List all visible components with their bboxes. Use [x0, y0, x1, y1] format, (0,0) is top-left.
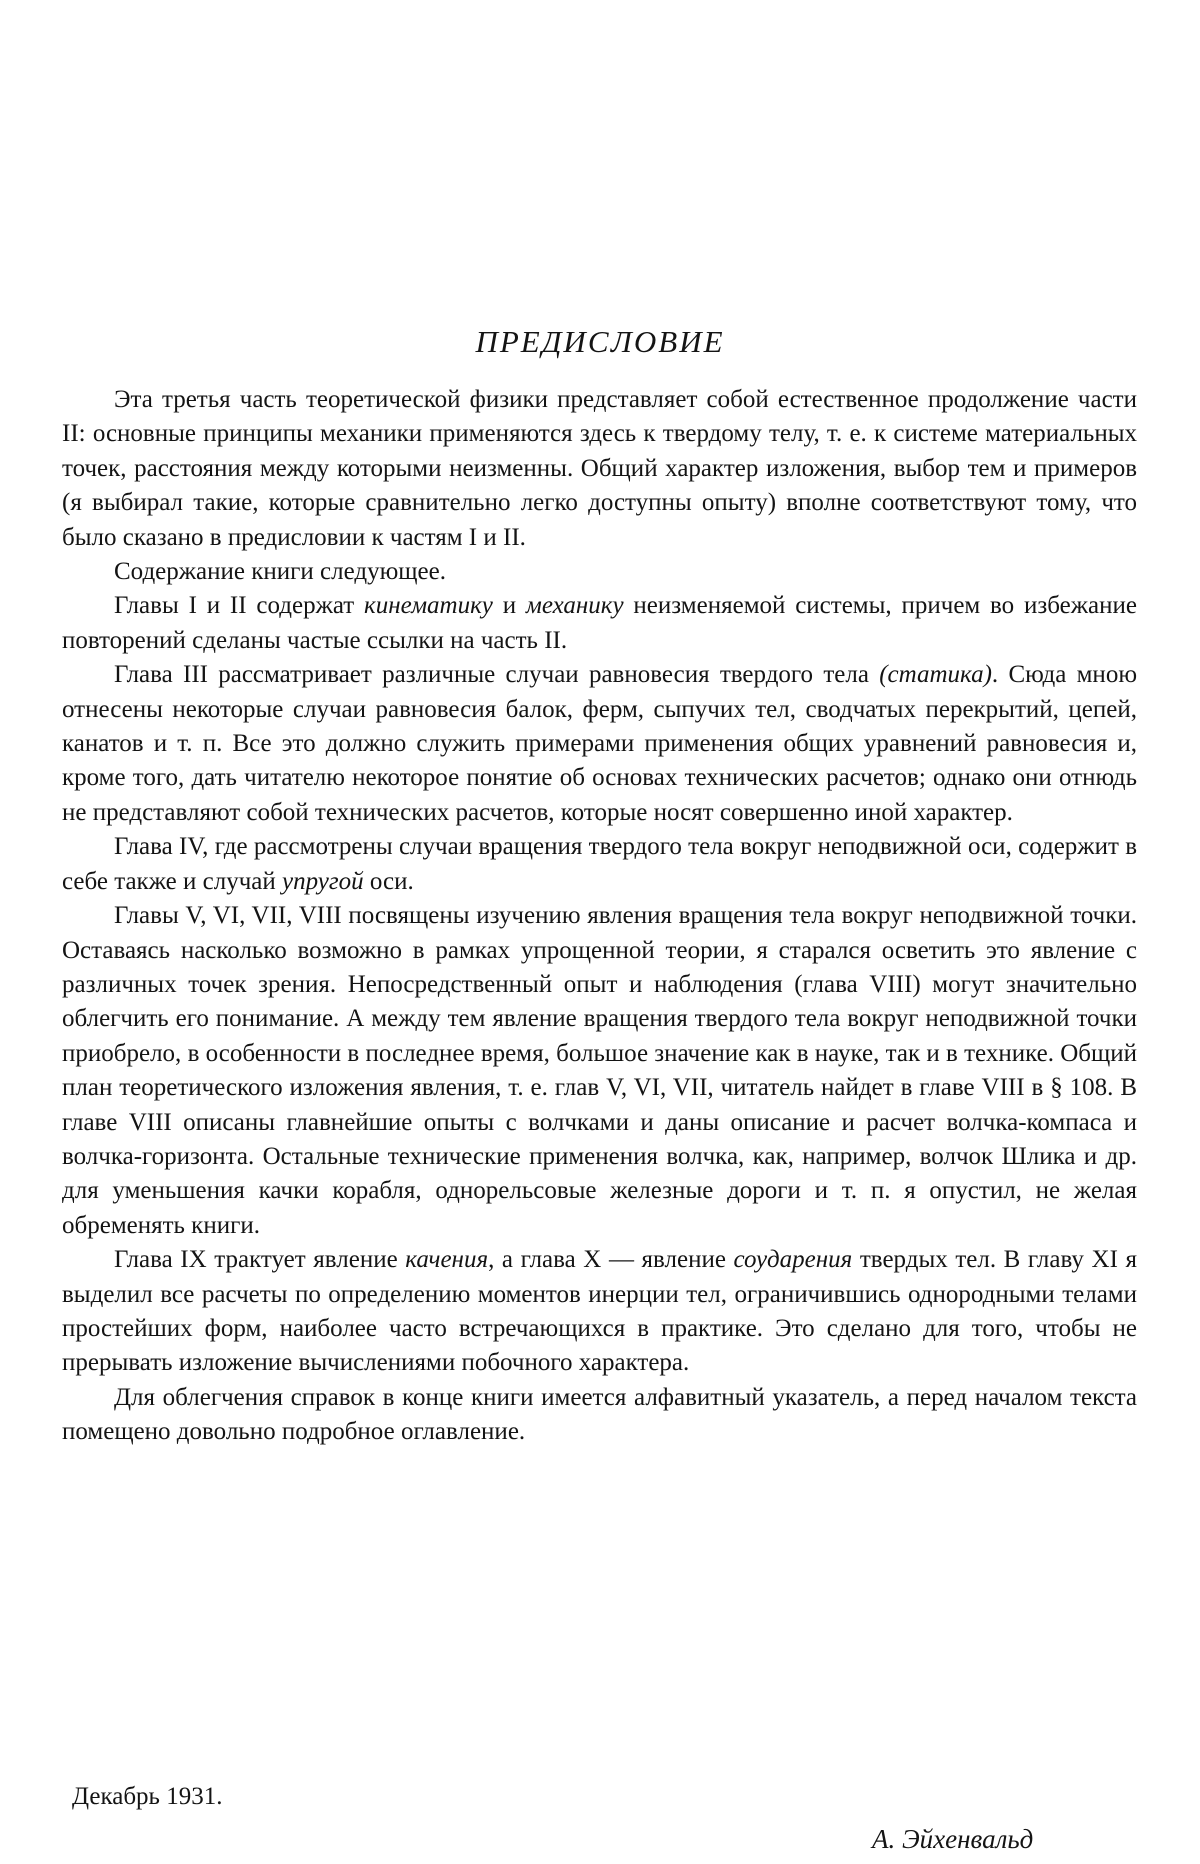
paragraph-text: Глава III рассматривает различные случаи равновесия твердого тела — [114, 661, 880, 689]
paragraph-contents-intro — [62, 555, 1137, 589]
preface-body — [62, 383, 1137, 1450]
paragraph-text: . Сюда мною отнесены некоторые случаи равновесия балок, ферм, сыпучих тел, сводчатых перекрытий, цепей, канатов и т. п. Все это должно служить примерами применения общих уравнений равновесия и, кроме того, дать читателю некоторое понятие об основах технических расчетов; однако они отнюдь не представляют собой технических расчетов, которые носят совершенно иной характер. — [62, 661, 1137, 826]
paragraph-intro — [62, 383, 1137, 555]
emphasis-elastic: упругой — [282, 867, 364, 895]
paragraph-text: твердых тел. В главу XI я выделил все расчеты по определению моментов инерции тел, ограничившись однородными телами простейших форм, наиболее часто встречающихся в практике. Это сделано для того, чтобы не прерывать изложение вычислениями побочного характера. — [62, 1246, 1137, 1377]
paragraph-text: Главы I и II содержат — [114, 592, 365, 620]
paragraph-chapters-9-11 — [62, 1243, 1137, 1381]
paragraph-text: оси. — [363, 867, 414, 895]
paragraph-text: Глава IX трактует явление — [114, 1246, 406, 1274]
emphasis-collision: соударения — [733, 1246, 853, 1274]
paragraph-text: Главы V, VI, VII, VIII посвящены изучению явления вращения тела вокруг неподвижной точки. Оставаясь насколько возможно в рамках упрощенной теории, я старался осветить это явление с различных точек зрения. Непосредственный опыт и наблюдения (глава VIII) могут значительно облегчить его понимание. А между тем явление вращения твердого тела вокруг неподвижной точки приобрело, в особенности в последнее время, большое значение как в науке, так и в технике. Общий план теоретического изложения явления, т. е. глав V, VI, VII, читатель найдет в главе VIII в § 108. В главе VIII описаны главнейшие опыты с волчками и даны описание и расчет волчка-компаса и волчка-горизонта. Остальные технические применения волчка, как, например, волчок Шлика и др. для уменьшения качки корабля, однорельсовые железные дороги и т. п. я опустил, не желая обременять книги. — [62, 902, 1137, 1239]
paragraph-chapters-1-2 — [62, 589, 1137, 658]
emphasis-mechanics: механику — [525, 592, 624, 620]
paragraph-index-note — [62, 1381, 1137, 1450]
paragraph-chapter-4 — [62, 830, 1137, 899]
paragraph-text: Глава IV, где рассмотрены случаи вращения твердого тела вокруг неподвижной оси, содержит в себе также и случай — [62, 833, 1137, 895]
paragraph-chapter-3 — [62, 658, 1137, 830]
paragraph-text: Для облегчения справок в конце книги имеется алфавитный указатель, а перед началом текста помещено довольно подробное оглавление. — [62, 1383, 1137, 1446]
paragraph-text: , а глава X — явление — [488, 1246, 734, 1274]
emphasis-rolling: качения — [405, 1246, 489, 1274]
page-title: ПРЕДИСЛОВИЕ — [475, 324, 725, 359]
paragraph-chapters-5-8 — [62, 899, 1137, 1243]
author-signature: А. Эйхенвальд — [872, 1824, 1034, 1854]
emphasis-kinematics: кинематику — [364, 592, 493, 620]
paragraph-text: и — [492, 592, 526, 620]
preface-date: Декабрь 1931. — [72, 1783, 223, 1810]
emphasis-statics: (статика) — [879, 661, 992, 689]
paragraph-text: Эта третья часть теоретической физики представляет собой естественное продолжение части II: основные принципы механики применяются здесь к твердому телу, т. е. к системе материальных точек, расстояния между которыми неизменны. Общий характер изложения, выбор тем и примеров (я выбирал такие, которые сравнительно легко доступны опыту) вполне соответствуют тому, что было сказано в предисловии к частям I и II. — [62, 386, 1137, 551]
paragraph-text: Содержание книги следующее. — [114, 558, 446, 586]
paragraph-text: неизменяемой системы, причем во избежание повторений сделаны частые ссылки на часть II. — [62, 592, 1137, 654]
